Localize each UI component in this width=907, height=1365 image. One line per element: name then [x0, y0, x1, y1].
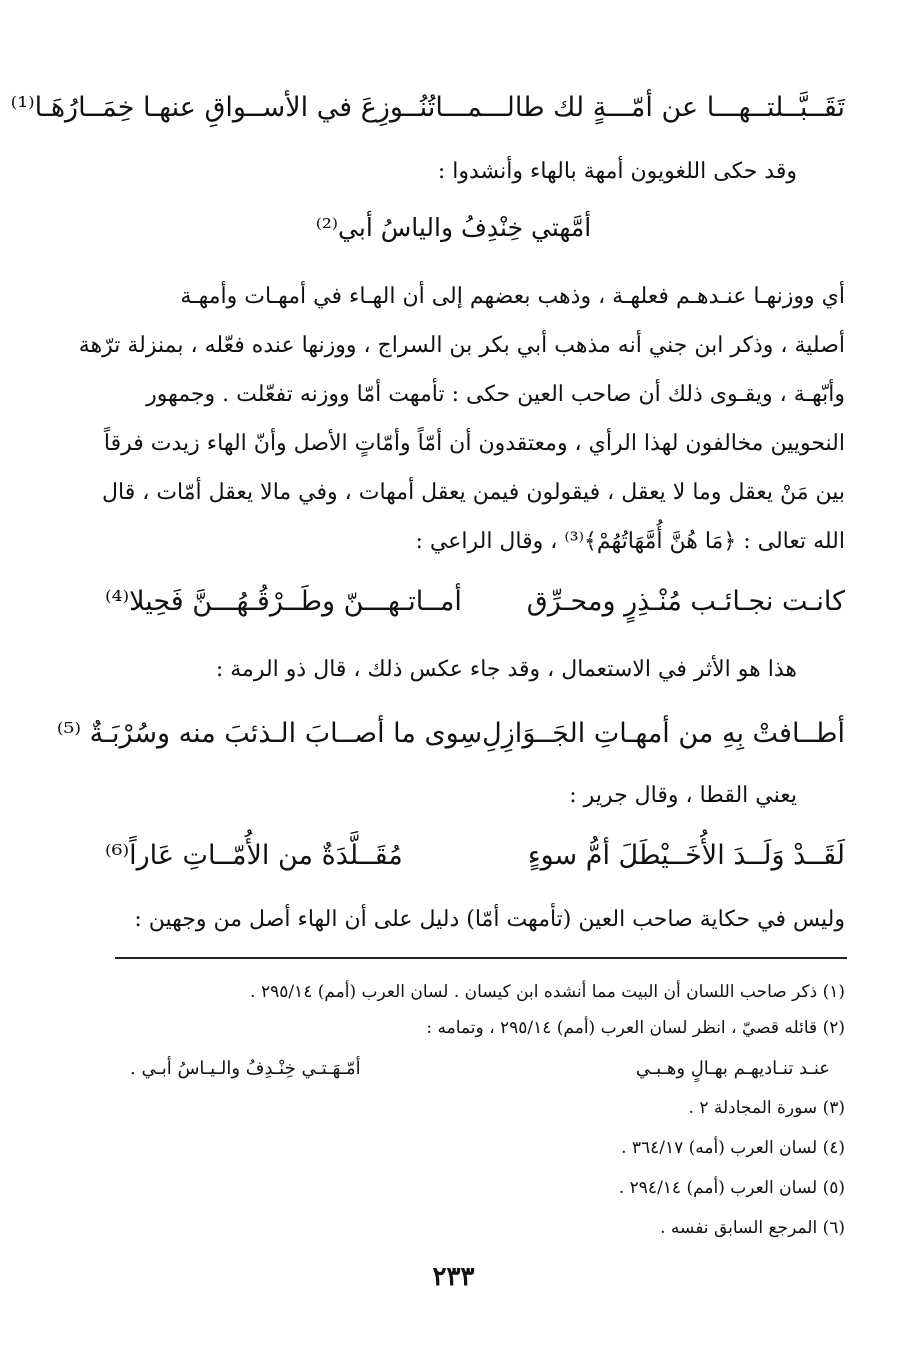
paragraph-line: أصلية ، وذكر ابن جني أنه مذهب أبي بكر بن السراج ، ووزنها عنده فعّله ، بمنزلة ترّهة [78, 333, 845, 358]
text-lughawiyyun: وقد حكى اللغويون أمهة بالهاء وأنشدوا : [437, 159, 797, 184]
footnote-2-verse [130, 1055, 830, 1083]
footnote-6: (٦) المرجع السابق نفسه . [660, 1218, 845, 1238]
footnote-verse-second-hemistich: أمّـهَـتـي خِنْـدِفُ والـيـاسُ أبـي . [130, 1058, 361, 1079]
text-laysa: وليس في حكاية صاحب العين (تأمهت أمّا) دليل على أن الهاء أصل من وجهين : [134, 907, 845, 932]
paragraph-line: الله تعالى : ﴿مَا هُنَّ أُمَّهَاتُهُمْ﴾⁽³⁾ ، وقال الراعي : [415, 529, 845, 554]
verse-4-second-hemistich: مُقَــلَّدَةٌ من الأُمّــاتِ عَاراً⁽⁶⁾ [105, 840, 403, 871]
verse-1-second-hemistich: تُنُــوزِعَ في الأســواقِ عنهـا خِمَــارُهَـا⁽¹⁾ [10, 92, 436, 123]
footnote-separator [115, 957, 847, 959]
text-athar: هذا هو الأثر في الاستعمال ، وقد جاء عكس ذلك ، قال ذو الرمة : [215, 657, 797, 682]
paragraph-line: أي ووزنهـا عنـدهـم فعلهـة ، وذهب بعضهم إلى أن الهـاء في أمهـات وأمهـة [180, 284, 845, 309]
verse-3-first-hemistich: أطــافتْ بِهِ من أمهـاتِ الجَــوَازِلِ [482, 718, 845, 749]
footnote-2: (٢) قائله قصيّ ، انظر لسان العرب (أمم) ٢٩٥/١٤ ، وتمامه : [426, 1018, 845, 1038]
half-verse: أمَّهتي خِنْدِفُ والياسُ أبي⁽²⁾ [315, 213, 592, 242]
footnote-4: (٤) لسان العرب (أمه) ٣٦٤/١٧ . [621, 1138, 845, 1158]
footnote-1: (١) ذكر صاحب اللسان أن البيت مما أنشده ابن كيسان . لسان العرب (أمم) ٢٩٥/١٤ . [250, 982, 845, 1002]
verse-4-first-hemistich: لَقَــدْ وَلَــدَ الأُخَــيْطَلَ أمُّ سوءٍ [527, 840, 845, 871]
verse-2-second-hemistich: أمــاتـهـــنّ وطَــرْقُـهُـــنَّ فَحِيلا⁽⁴⁾ [105, 586, 462, 617]
verse-1 [10, 86, 845, 130]
verse-4 [105, 834, 845, 878]
verse-2-first-hemistich: كانـت نجـائـب مُنْـذِرٍ ومحـرِّق [526, 586, 845, 617]
paragraph-line: النحويين مخالفون لهذا الرأي ، ومعتقدون أن أمّاً وأمّاتٍ الأصل وأنّ الهاء زيدت فرقاً [103, 431, 845, 456]
paragraph-line: وأبّهـة ، ويقـوى ذلك أن صاحب العين حكى : تأمهت أمّا ووزنه تفعّلت . وجمهور [146, 382, 845, 407]
verse-1-first-hemistich: تَقَــبَّــلتــهـــا عن أمّـــةٍ لك طالـــمـــا [435, 92, 845, 123]
verse-2 [105, 580, 845, 624]
footnote-3: (٣) سورة المجادلة ٢ . [688, 1098, 845, 1118]
text-qata: يعني القطا ، وقال جرير : [569, 783, 797, 808]
footnote-5: (٥) لسان العرب (أمم) ٢٩٤/١٤ . [618, 1178, 845, 1198]
paragraph-1 [65, 272, 845, 566]
verse-3 [56, 712, 845, 756]
paragraph-line: بين مَنْ يعقل وما لا يعقل ، فيقولون فيمن يعقل أمهات ، وفي مالا يعقل أمّات ، قال [102, 480, 845, 505]
verse-3-second-hemistich: سِوى ما أصــابَ الـذئبَ منه وسُرْبَـةٌ ⁽⁵⁾ [56, 718, 483, 749]
footnote-verse-first-hemistich: عنـد تنـاديهـم بهـالٍ وهـبـي [635, 1058, 830, 1079]
page-number: ٢٣٣ [432, 1262, 475, 1292]
